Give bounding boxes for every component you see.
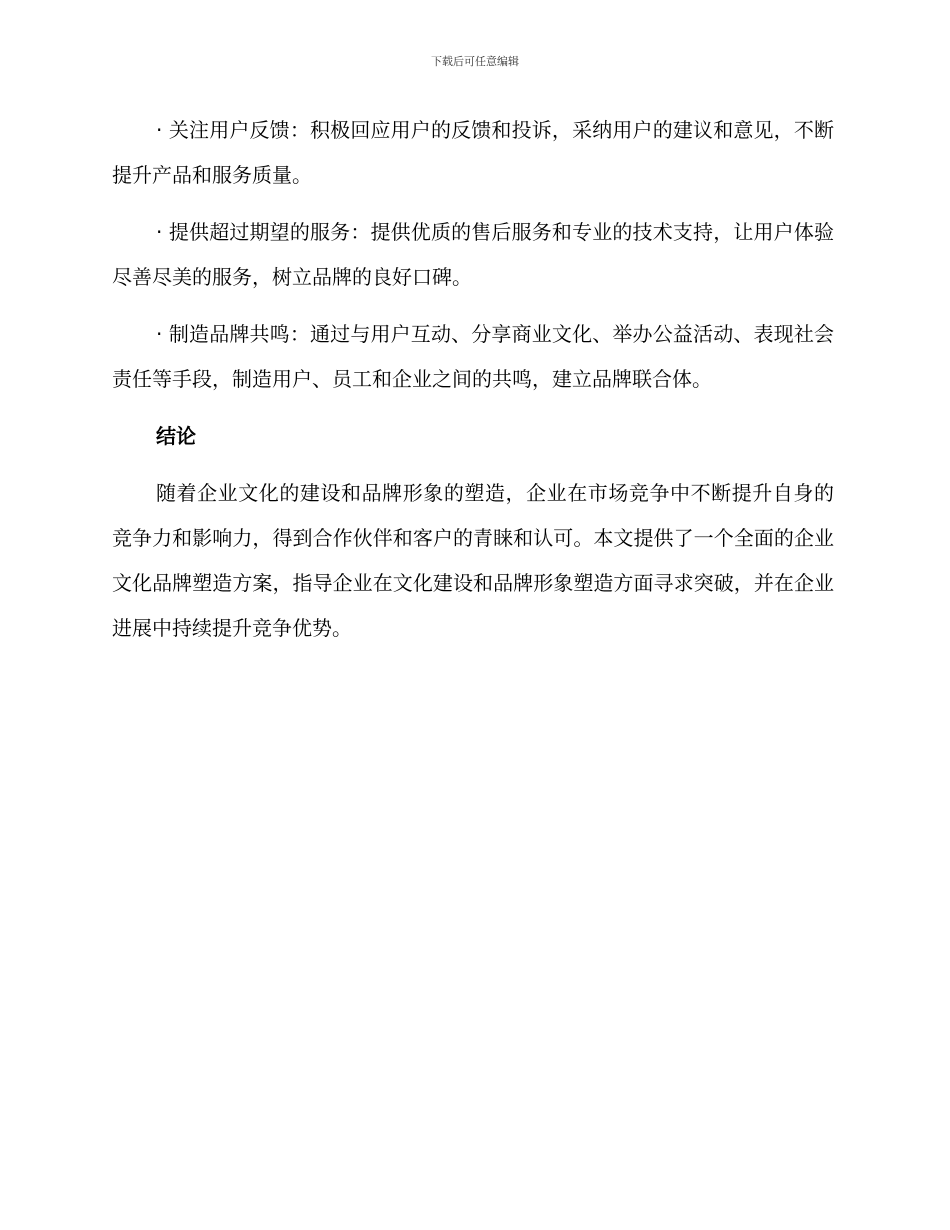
conclusion-heading: 结论: [156, 424, 196, 448]
bullet-paragraph-resonance: · 制造品牌共鸣：通过与用户互动、分享商业文化、举办公益活动、表现社会责任等手段，制造用户、员工和企业之间的共鸣，建立品牌联合体。: [112, 322, 834, 391]
conclusion-paragraph: 随着企业文化的建设和品牌形象的塑造，企业在市场竞争中不断提升自身的竞争力和影响力，得到合作伙伴和客户的青睐和认可。本文提供了一个全面的企业文化品牌塑造方案，指导企业在文化建设和品牌形象塑造方面寻求突破，并在企业进展中持续提升竞争优势。: [112, 481, 834, 640]
header-note: 下载后可任意编辑: [431, 55, 519, 68]
bullet-paragraph-feedback: · 关注用户反馈：积极回应用户的反馈和投诉，采纳用户的建议和意见，不断提升产品和服务质量。: [112, 118, 834, 187]
bullet-paragraph-service: · 提供超过期望的服务：提供优质的售后服务和专业的技术支持，让用户体验尽善尽美的服务，树立品牌的良好口碑。: [112, 220, 834, 289]
document-body: [112, 108, 834, 663]
